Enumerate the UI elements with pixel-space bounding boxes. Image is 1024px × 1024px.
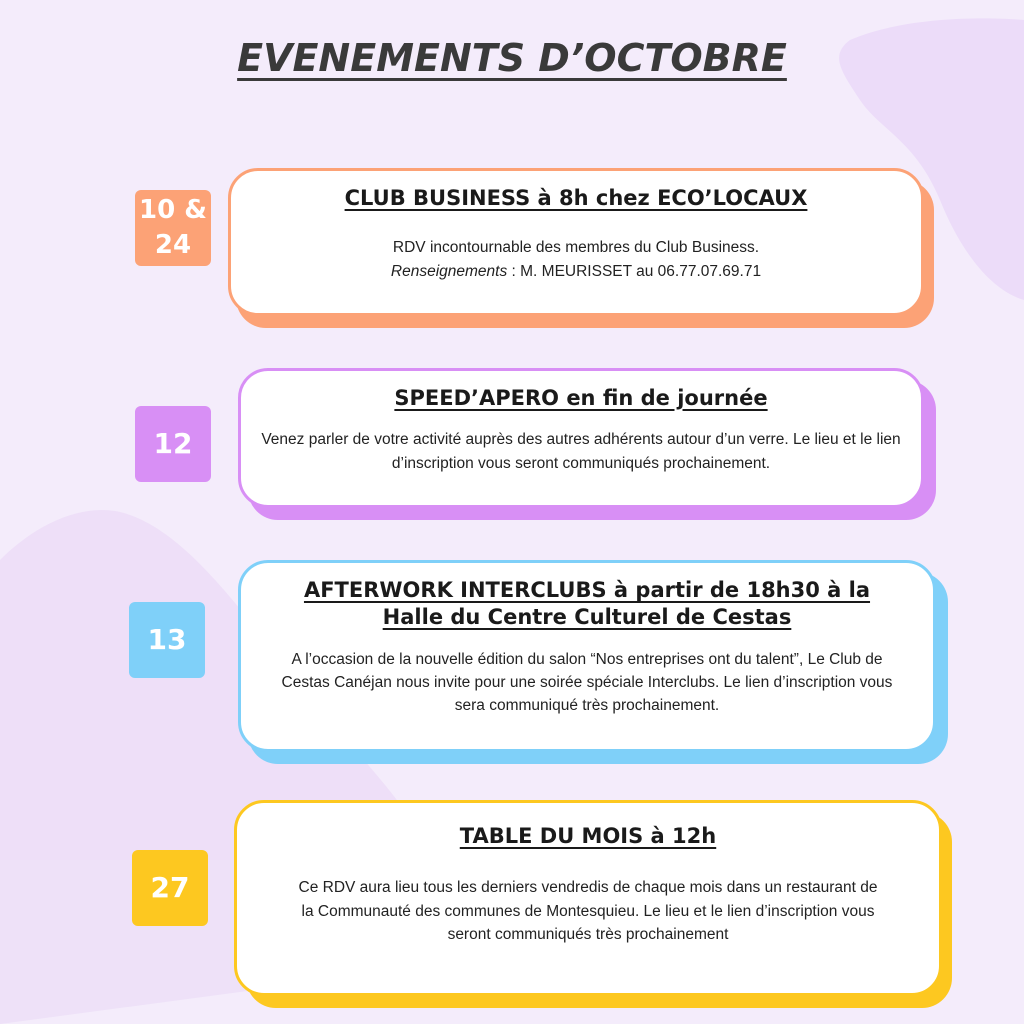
event-date-badge: 10 & 24 <box>135 190 211 266</box>
event-description-line: RDV incontournable des membres du Club Business. <box>392 239 760 257</box>
page-title: EVENEMENTS D’OCTOBRE <box>237 36 787 80</box>
event-card <box>238 560 936 752</box>
event-info-line <box>391 260 761 283</box>
event-card <box>228 168 924 316</box>
event-date-badge: 27 <box>132 850 208 926</box>
event-description: Venez parler de votre activité auprès des autres adhérents autour d’un verre. Le lieu et le lien d’inscription vous seront communiqués prochainement. <box>261 431 901 472</box>
event-card <box>234 800 942 996</box>
event-title: CLUB BUSINESS à 8h chez ECO’LOCAUX <box>344 186 808 210</box>
event-title: AFTERWORK INTERCLUBS à partir de 18h30 à la Halle du Centre Culturel de Cestas <box>303 578 871 630</box>
event-date-badge: 13 <box>129 602 205 678</box>
event-card <box>238 368 924 508</box>
event-date-badge: 12 <box>135 406 211 482</box>
event-description: A l’occasion de la nouvelle édition du salon “Nos entreprises ont du talent”, Le Club de Cestas Canéjan nous invite pour une soirée spéciale Interclubs. Le lien d’inscription vous sera communiqué très prochainement. <box>281 650 893 715</box>
info-label: Renseignements <box>390 262 508 280</box>
event-description: Ce RDV aura lieu tous les derniers vendredis de chaque mois dans un restaurant de la Communauté des communes de Montesquieu. Le lieu et le lien d’inscription vous seront communiqués très prochainement <box>298 879 878 943</box>
event-title: SPEED’APERO en fin de journée <box>394 386 768 410</box>
event-description <box>391 236 761 283</box>
event-title: TABLE DU MOIS à 12h <box>459 824 717 848</box>
info-text: : M. MEURISSET au 06.77.07.69.71 <box>507 262 762 280</box>
